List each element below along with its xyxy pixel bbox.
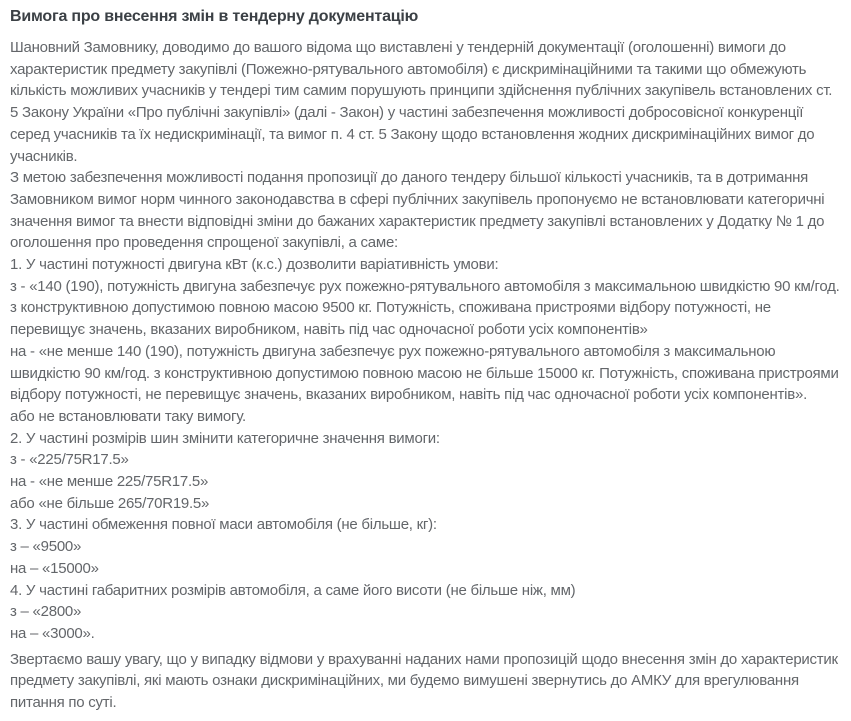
item-4-heading: 4. У частині габаритних розмірів автомобіля, а саме його висоти (не більше ніж, мм) (10, 581, 576, 599)
item-2-alternative: або «не більше 265/70R19.5» (10, 494, 210, 512)
item-4-to-value: на – «3000». (10, 624, 95, 642)
document-body (10, 37, 843, 714)
closing-paragraph: Звертаємо вашу увагу, що у випадку відмови у врахуванні наданих нами пропозицій щодо внесення змін до характеристик предмету закупівлі, які мають ознаки дискримінаційних, ми будемо вимушені звернутись до АМКУ для врегулювання питання по суті. (10, 650, 838, 712)
item-1-from-value: з - «140 (190), потужність двигуна забезпечує рух пожежно-рятувального автомобіля з максимальною швидкістю 90 км/год. з конструктивною допустимою повною масою 9500 кг. Потужність, споживана пристроями відбору потужності, не перевищує значень, вказаних виробником, навіть під час одночасної роботи усіх компонентів» (10, 277, 840, 339)
item-3-heading: 3. У частині обмеження повної маси автомобіля (не більше, кг): (10, 516, 437, 534)
item-3-to-value: на – «15000» (10, 559, 99, 577)
item-2-heading: 2. У частині розмірів шин змінити категоричне значення вимоги: (10, 429, 440, 447)
item-4-from-value: з – «2800» (10, 603, 82, 621)
proposal-paragraph: З метою забезпечення можливості подання пропозиції до даного тендеру більшої кількості учасників, та в дотримання Замовником вимог норм чинного законодавства в сфері публічних закупівель пропонуємо не встановлювати категоричні значення вимог та внести відповідні зміни до бажаних характеристик предмету закупівлі встановлених у Додатку № 1 до оголошення про проведення спрощеної закупівлі, а саме: (10, 169, 825, 252)
item-3-from-value: з – «9500» (10, 538, 82, 556)
item-1-alternative: або не встановлювати таку вимогу. (10, 407, 246, 425)
document-title: Вимога про внесення змін в тендерну документацію (10, 8, 419, 25)
item-2-to-value: на - «не менше 225/75R17.5» (10, 473, 209, 491)
item-1-heading: 1. У частині потужності двигуна кВт (к.с.) дозволити варіативність умови: (10, 256, 499, 274)
item-2-from-value: з - «225/75R17.5» (10, 451, 129, 469)
item-1-to-value: на - «не менше 140 (190), потужність двигуна забезпечує рух пожежно-рятувального автомобіля з максимальною швидкістю 90 км/год. з конструктивною допустимою повною масою не більше 15000 кг. Потужність, споживана пристроями відбору потужності, не перевищує значень, вказаних виробником, навіть під час одночасної роботи усіх компонентів». (10, 342, 839, 404)
intro-paragraph: Шановний Замовнику, доводимо до вашого відома що виставлені у тендерній документації (оголошенні) вимоги до характеристик предмету закупівлі (Пожежно-рятувального автомобіля) є дискримінаційними та такими що обмежують кількість можливих учасників у тендері тим самим порушують принципи здійснення публічних закупівель встановлених ст. 5 Закону України «Про публічні закупівлі» (далі - Закон) у частині забезпечення можливості добросовісної конкуренції серед учасників та їх недискримінації, та вимог п. 4 ст. 5 Закону щодо встановлення жодних дискримінаційних вимог до учасників. (10, 39, 833, 165)
